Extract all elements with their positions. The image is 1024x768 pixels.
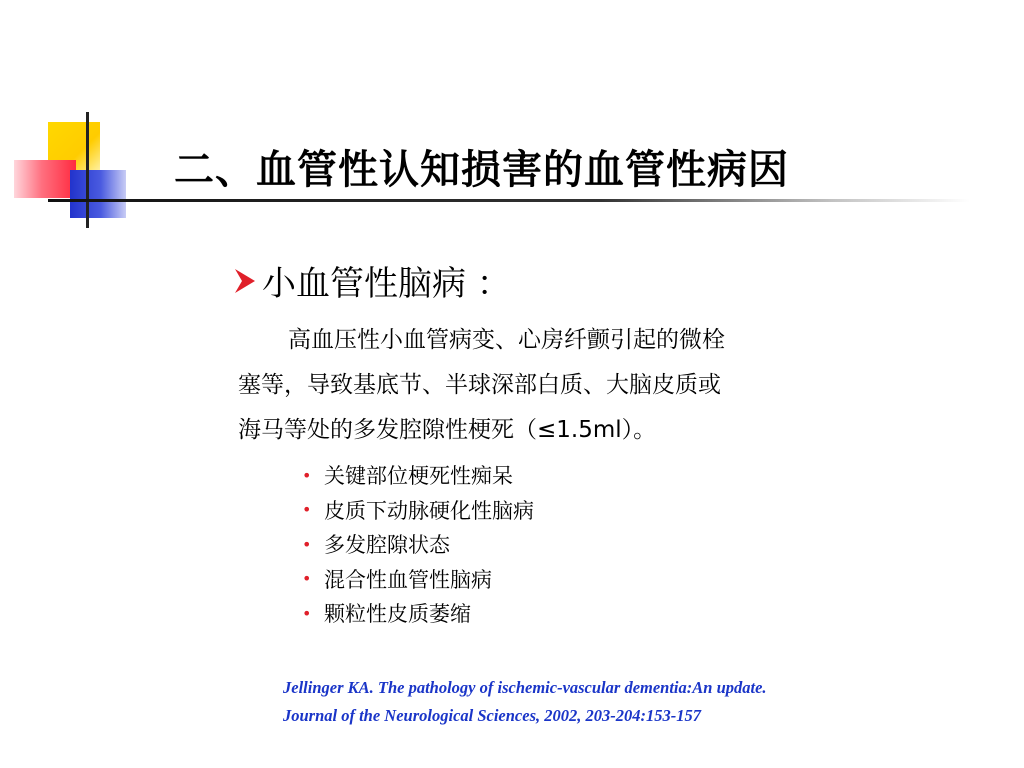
- list-item-text: 关键部位梗死性痴呆: [324, 464, 513, 489]
- description-paragraph: [238, 318, 858, 453]
- paragraph-line: 高血压性小血管病变、心房纤颤引起的微栓: [288, 327, 725, 353]
- list-item: [302, 458, 534, 493]
- list-item-text: 混合性血管性脑病: [324, 567, 492, 592]
- list-item-text: 颗粒性皮质萎缩: [324, 602, 471, 627]
- dot-bullet-icon: •: [302, 603, 312, 623]
- title-underline: [48, 199, 970, 202]
- decor-blue-square: [70, 170, 126, 218]
- list-item: [302, 493, 534, 528]
- dot-bullet-icon: •: [302, 534, 312, 554]
- citation: [283, 674, 767, 730]
- list-item: [302, 527, 534, 562]
- dot-bullet-icon: •: [302, 465, 312, 485]
- list-item-text: 皮质下动脉硬化性脑病: [324, 498, 534, 523]
- list-item-text: 多发腔隙状态: [324, 533, 450, 558]
- decor-vertical-line: [86, 112, 89, 228]
- list-item: [302, 562, 534, 597]
- paragraph-line: 海马等处的多发腔隙性梗死（≤1.5ml）。: [238, 417, 657, 443]
- list-item: [302, 596, 534, 631]
- subheading: [232, 256, 511, 305]
- dot-bullet-icon: •: [302, 569, 312, 589]
- arrowhead-bullet-icon: [232, 266, 258, 296]
- citation-line: Journal of the Neurological Sciences, 2002, 203-204:153-157: [283, 706, 701, 725]
- decor-red-bar: [14, 160, 76, 198]
- subtype-list: [302, 458, 534, 631]
- dot-bullet-icon: •: [302, 500, 312, 520]
- subheading-text: 小血管性脑病 ：: [262, 264, 511, 304]
- paragraph-line: 塞等，导致基底节、半球深部白质、大脑皮质或: [238, 372, 721, 398]
- citation-line: Jellinger KA. The pathology of ischemic-vascular dementia:An update.: [283, 678, 767, 697]
- slide-title: 二、血管性认知损害的血管性病因: [174, 147, 789, 193]
